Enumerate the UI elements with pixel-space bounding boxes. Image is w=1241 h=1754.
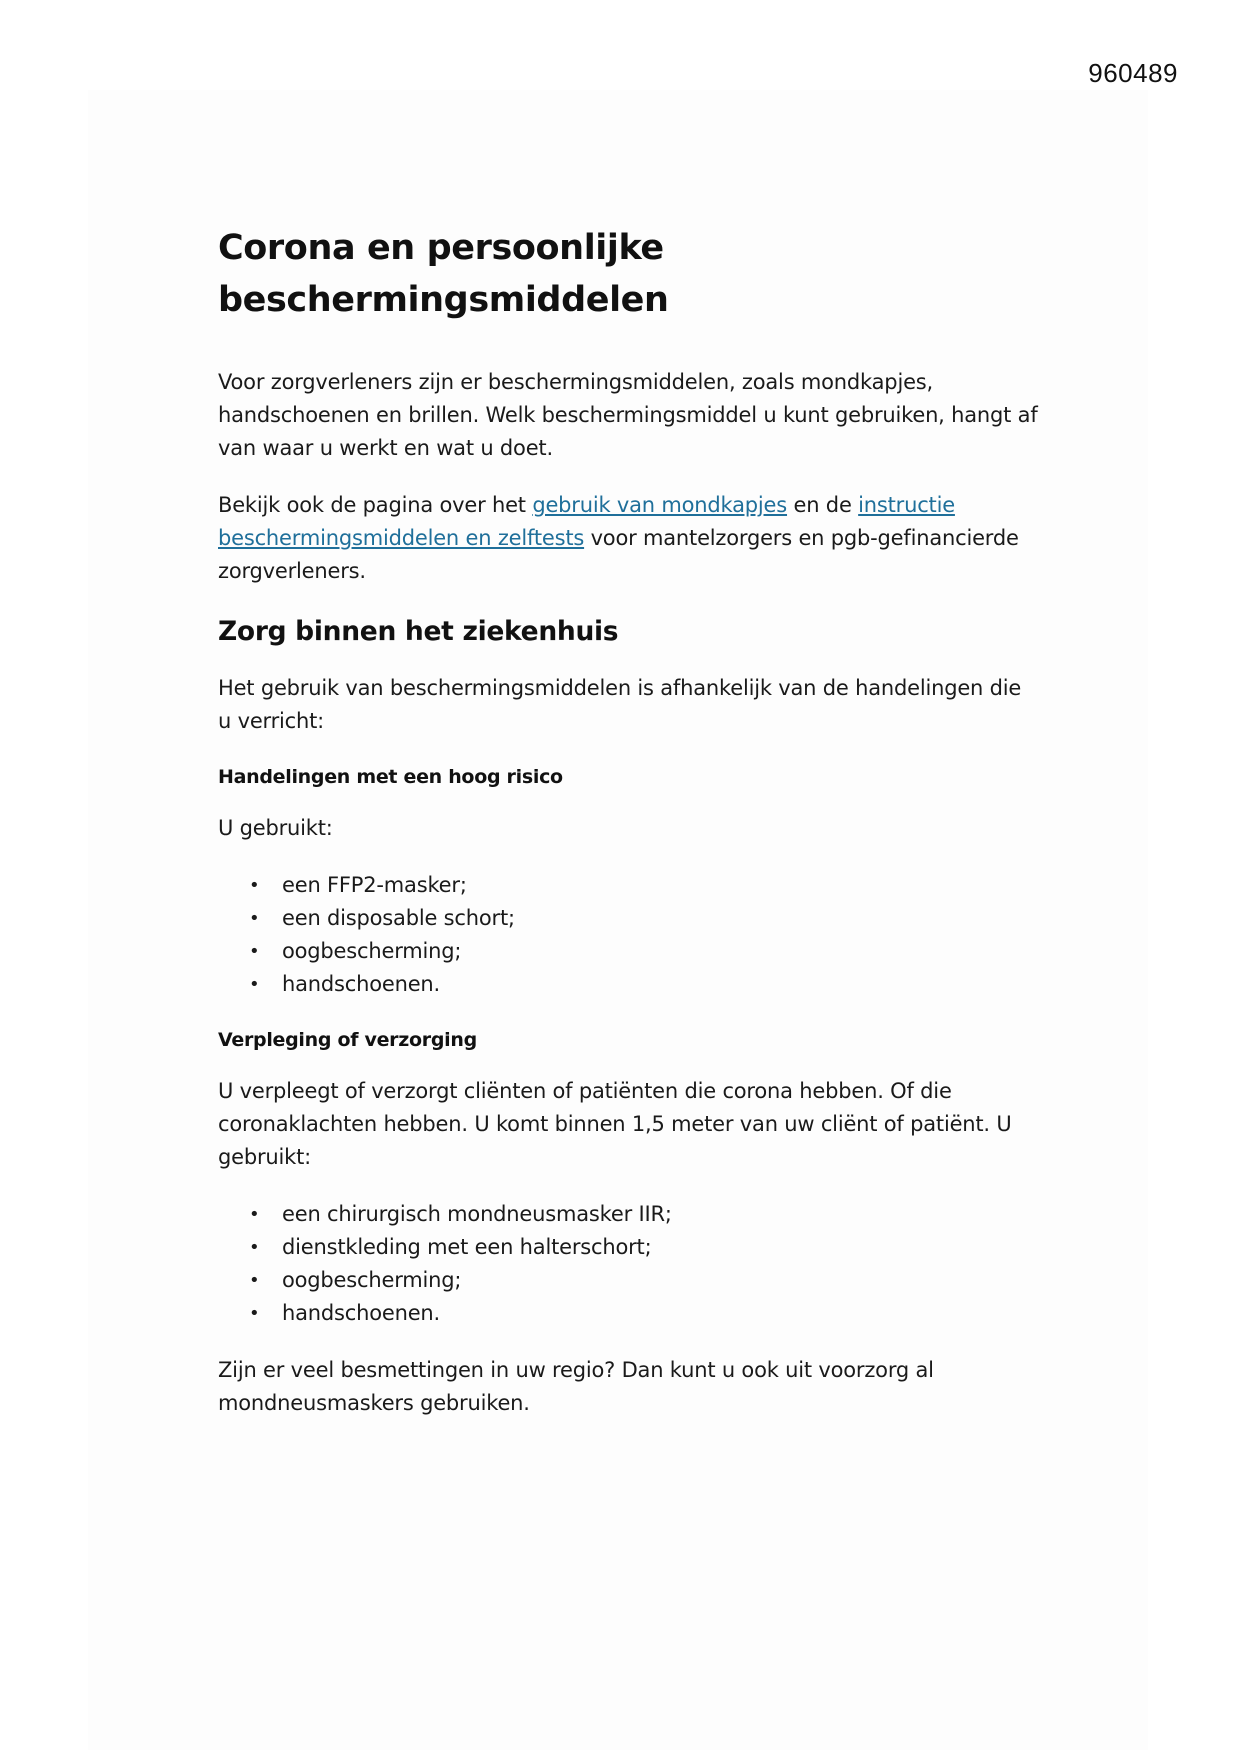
nursing-lead: U verpleegt of verzorgt cliënten of patiënten die corona hebben. Of die coronaklachten hebben. U komt binnen 1,5 meter van uw cliënt of patiënt. U gebruikt: xyxy=(218,1079,1012,1169)
page-title-line-1: Corona en persoonlijke xyxy=(218,228,664,268)
see-also-prefix: Bekijk ook de pagina over het xyxy=(218,493,533,517)
list-item: • handschoenen. xyxy=(282,968,1038,1001)
nursing-list xyxy=(218,1198,1038,1330)
section-intro: Het gebruik van beschermingsmiddelen is afhankelijk van de handelingen die u verricht: xyxy=(218,676,1022,733)
see-also-suffix: voor mantelzorgers en pgb-gefinancierde zorgverleners. xyxy=(218,526,1019,583)
section-heading-ziekenhuis: Zorg binnen het ziekenhuis xyxy=(218,616,619,647)
list-item: • dienstkleding met een halterschort; xyxy=(282,1231,1038,1264)
closing-paragraph: Zijn er veel besmettingen in uw regio? Dan kunt u ook uit voorzorg al mondneusmaskers gebruiken. xyxy=(218,1358,934,1415)
link-instructie-beschermingsmiddelen[interactable]: instructie beschermingsmiddelen en zelftests xyxy=(218,493,955,550)
list-item: • een disposable schort; xyxy=(282,902,1038,935)
subheading-hoog-risico: Handelingen met een hoog risico xyxy=(218,766,563,788)
document-body xyxy=(218,222,1038,1444)
document-id: 960489 xyxy=(1088,58,1178,88)
list-item: • oogbescherming; xyxy=(282,1264,1038,1297)
high-risk-list xyxy=(218,869,1038,1001)
list-item: • oogbescherming; xyxy=(282,935,1038,968)
high-risk-lead: U gebruikt: xyxy=(218,816,333,840)
page-title-line-2: beschermingsmiddelen xyxy=(218,280,669,320)
list-item: • een chirurgisch mondneusmasker IIR; xyxy=(282,1198,1038,1231)
list-item: • een FFP2-masker; xyxy=(282,869,1038,902)
see-also-middle: en de xyxy=(787,493,859,517)
page-title xyxy=(218,222,1038,326)
see-also-paragraph xyxy=(218,489,1038,588)
link-gebruik-mondkapjes[interactable]: gebruik van mondkapjes xyxy=(532,493,788,517)
intro-paragraph: Voor zorgverleners zijn er beschermingsmiddelen, zoals mondkapjes, handschoenen en brillen. Welk beschermingsmiddel u kunt gebruiken, hangt af van waar u werkt en wat u doet. xyxy=(218,370,1038,460)
subheading-verpleging: Verpleging of verzorging xyxy=(218,1029,477,1051)
list-item: • handschoenen. xyxy=(282,1297,1038,1330)
